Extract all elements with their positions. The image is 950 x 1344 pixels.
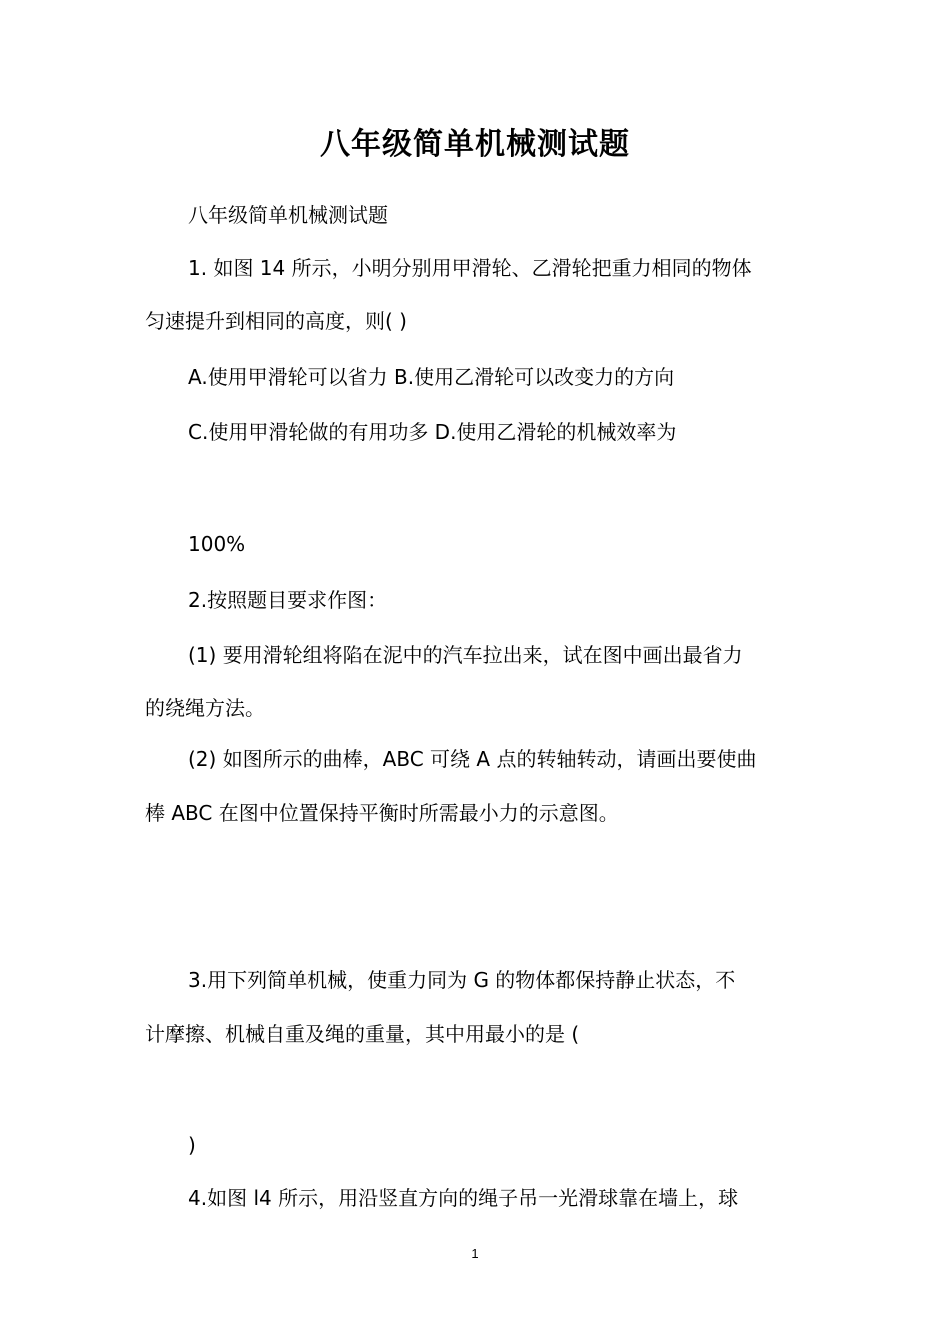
question-3-line-1: 3.用下列简单机械，使重力同为 G 的物体都保持静止状态，不 <box>188 968 736 992</box>
question-1-line-1: 1. 如图 14 所示，小明分别用甲滑轮、乙滑轮把重力相同的物体 <box>188 256 752 280</box>
question-1-options-ab: A.使用甲滑轮可以省力 B.使用乙滑轮可以改变力的方向 <box>188 365 675 389</box>
document-title: 八年级简单机械测试题 <box>320 127 630 162</box>
question-1-line-2: 匀速提升到相同的高度，则( ) <box>145 309 407 333</box>
question-2-part-1-line-1: (1) 要用滑轮组将陷在泥中的汽车拉出来，试在图中画出最省力 <box>188 643 743 667</box>
subtitle-line: 八年级简单机械测试题 <box>188 203 388 227</box>
question-1-options-cd: C.使用甲滑轮做的有用功多 D.使用乙滑轮的机械效率为 <box>188 420 677 444</box>
page-number: 1 <box>471 1246 479 1261</box>
question-2-part-2-line-1: (2) 如图所示的曲棒，ABC 可绕 A 点的转轴转动，请画出要使曲 <box>188 747 757 771</box>
question-2-part-2-line-2: 棒 ABC 在图中位置保持平衡时所需最小力的示意图。 <box>145 801 619 825</box>
question-4-line-1: 4.如图 l4 所示，用沿竖直方向的绳子吊一光滑球靠在墙上，球 <box>188 1186 739 1210</box>
question-2-part-1-line-2: 的绕绳方法。 <box>145 696 265 720</box>
question-1-option-d-value: 100% <box>188 532 246 556</box>
question-3-line-2: 计摩擦、机械自重及绳的重量，其中用最小的是 ( <box>145 1022 580 1046</box>
question-2-heading: 2.按照题目要求作图： <box>188 588 388 612</box>
question-3-closing-paren: ) <box>188 1133 196 1157</box>
